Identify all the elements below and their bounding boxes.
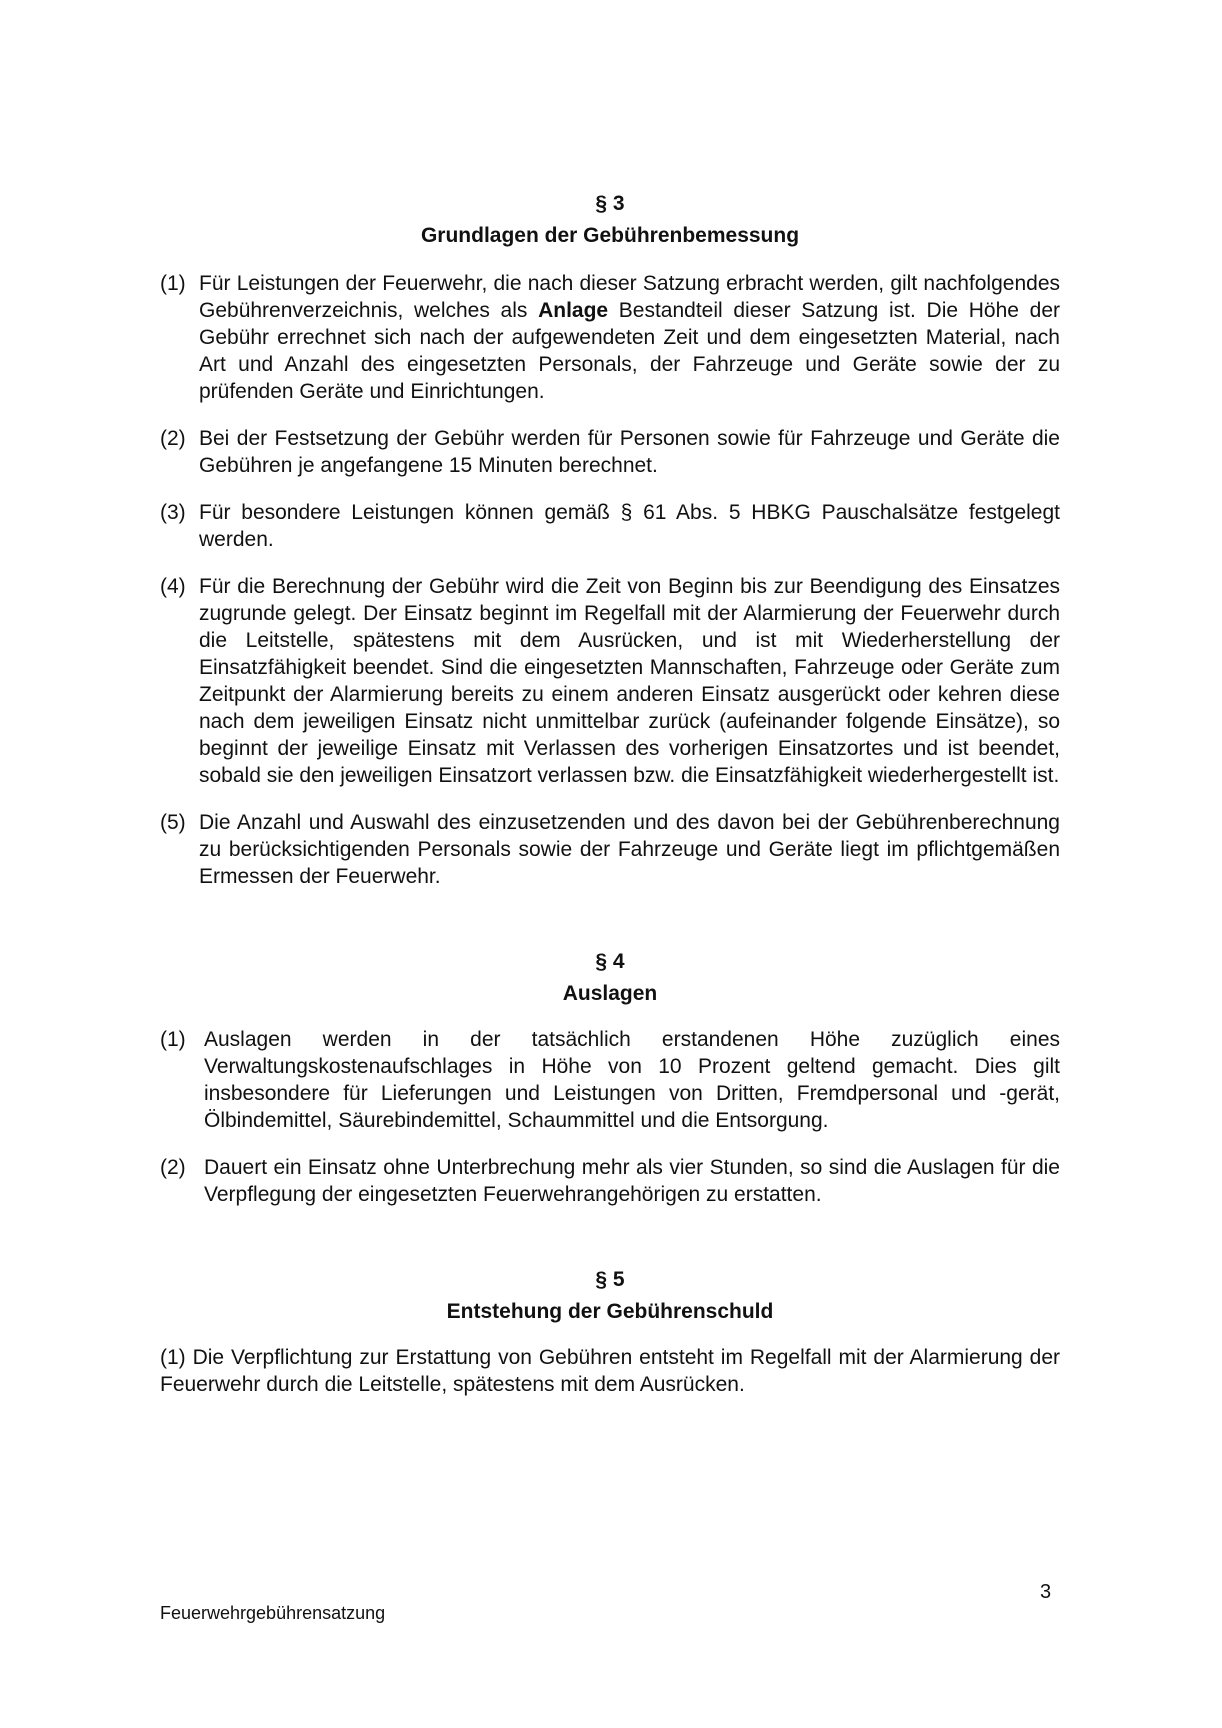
paragraph-5-1 bbox=[160, 1344, 1060, 1398]
paragraph-label: (5) bbox=[160, 811, 186, 834]
paragraph-text: Für besondere Leistungen können gemäß § 61 Abs. 5 HBKG Pauschalsätze festgelegt werden. bbox=[199, 501, 1060, 551]
paragraph-label: (1) bbox=[160, 1346, 186, 1369]
paragraph-4-1 bbox=[160, 1026, 1060, 1134]
paragraph-label: (2) bbox=[160, 427, 186, 450]
section-title: Grundlagen der Gebührenbemessung bbox=[420, 224, 800, 247]
paragraph-text: Auslagen werden in der tatsächlich erstandenen Höhe zuzüglich eines Verwaltungskostenaufschlages in Höhe von 10 Prozent geltend gemacht. Dies gilt insbesondere für Lieferungen und Leistungen von Dritten, Fremdpersonal und -gerät, Ölbindemittel, Säurebindemittel, Schaummittel und die Entsorgung. bbox=[204, 1028, 1060, 1132]
section-title: Entstehung der Gebührenschuld bbox=[446, 1300, 774, 1323]
paragraph-text: Dauert ein Einsatz ohne Unterbrechung mehr als vier Stunden, so sind die Auslagen für die Verpflegung der eingesetzten Feuerwehrangehörigen zu erstatten. bbox=[204, 1156, 1060, 1206]
section-3-heading bbox=[160, 188, 1060, 252]
paragraph-4-2 bbox=[160, 1154, 1060, 1208]
paragraph-label: (2) bbox=[160, 1156, 186, 1179]
page-number: 3 bbox=[1040, 1581, 1052, 1603]
paragraph-label: (1) bbox=[160, 272, 186, 295]
paragraph-text: Bestandteil dieser Satzung ist. Die Höhe der Gebühr errechnet sich nach der aufgewendeten Zeit und dem eingesetzten Material, nach Art und Anzahl des eingesetzten Personals, der Fahrzeuge und Geräte sowie der zu prüfenden Geräte und Einrichtungen. bbox=[199, 299, 1060, 403]
paragraph-label: (3) bbox=[160, 501, 186, 524]
paragraph-text: Für die Berechnung der Gebühr wird die Zeit von Beginn bis zur Beendigung des Einsatzes zugrunde gelegt. Der Einsatz beginnt im Regelfall mit der Alarmierung der Feuerwehr durch die Leitstelle, spätestens mit dem Ausrücken, und ist mit Wiederherstellung der Einsatzfähigkeit beendet. Sind die eingesetzten Mannschaften, Fahrzeuge oder Geräte zum Zeitpunkt der Alarmierung bereits zu einem anderen Einsatz ausgerückt oder kehren diese nach dem jeweiligen Einsatz nicht unmittelbar zurück (aufeinander folgende Einsätze), so beginnt der jeweilige Einsatz mit Verlassen des vorherigen Einsatzortes und ist beendet, sobald sie den jeweiligen Einsatzort verlassen bzw. die Einsatzfähigkeit wiederhergestellt ist. bbox=[199, 575, 1060, 787]
paragraph-label: (1) bbox=[160, 1028, 186, 1051]
paragraph-text: Die Verpflichtung zur Erstattung von Gebühren entsteht im Regelfall mit der Alarmierung der Feuerwehr durch die Leitstelle, spätestens mit dem Ausrücken. bbox=[160, 1346, 1060, 1396]
section-number: § 4 bbox=[595, 950, 625, 973]
paragraph-text: Für Leistungen der Feuerwehr, die nach dieser Satzung erbracht werden, gilt nachfolgendes Gebührenverzeichnis, welches als bbox=[199, 272, 1060, 322]
page-content bbox=[160, 188, 1060, 1398]
paragraph-3-3 bbox=[160, 499, 1060, 553]
paragraph-text: Die Anzahl und Auswahl des einzusetzenden und des davon bei der Gebührenberechnung zu berücksichtigenden Personals sowie der Fahrzeuge und Geräte liegt im pflichtgemäßen Ermessen der Feuerwehr. bbox=[199, 811, 1060, 888]
section-5-heading bbox=[160, 1264, 1060, 1328]
section-number: § 5 bbox=[595, 1268, 625, 1291]
paragraph-bold-text: Anlage bbox=[538, 299, 609, 322]
paragraph-label: (4) bbox=[160, 575, 186, 598]
paragraph-3-1 bbox=[160, 270, 1060, 405]
section-number: § 3 bbox=[595, 192, 625, 215]
paragraph-3-4 bbox=[160, 573, 1060, 789]
section-4-heading bbox=[160, 946, 1060, 1010]
footer-document-name: Feuerwehrgebührensatzung bbox=[160, 1603, 386, 1623]
paragraph-3-5 bbox=[160, 809, 1060, 890]
paragraph-3-2 bbox=[160, 425, 1060, 479]
section-title: Auslagen bbox=[562, 982, 658, 1005]
paragraph-text: Bei der Festsetzung der Gebühr werden für Personen sowie für Fahrzeuge und Geräte die Gebühren je angefangene 15 Minuten berechnet. bbox=[199, 427, 1060, 477]
